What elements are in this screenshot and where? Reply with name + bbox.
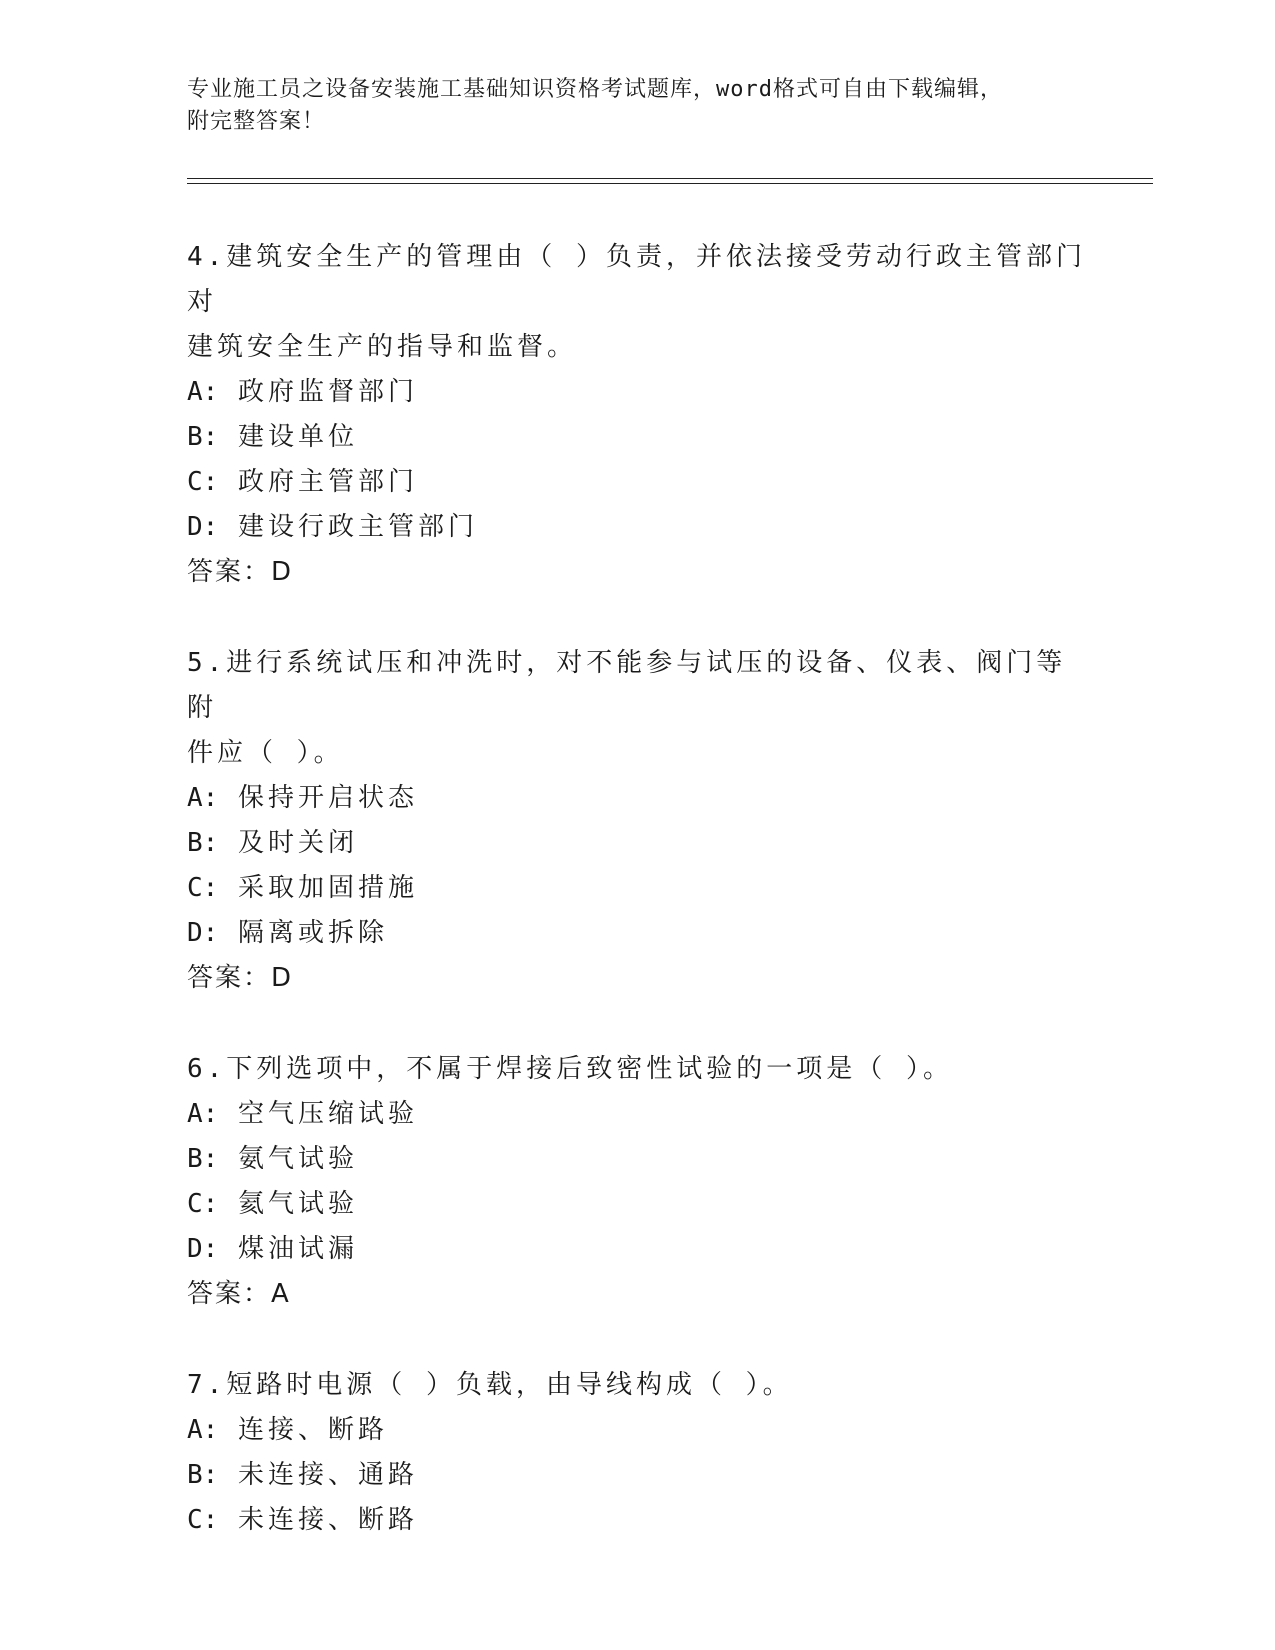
option-text: 氨气试验 xyxy=(237,1144,358,1174)
option-c xyxy=(187,460,1087,505)
question-5 xyxy=(187,641,1087,1001)
option-a xyxy=(187,1092,1087,1137)
header-divider-bottom xyxy=(187,183,1153,184)
option-text: 及时关闭 xyxy=(237,828,358,858)
option-letter: A: xyxy=(187,1415,219,1445)
option-letter: C: xyxy=(187,1505,219,1535)
option-letter: C: xyxy=(187,873,219,903)
option-letter: B: xyxy=(187,828,219,858)
option-text: 氦气试验 xyxy=(237,1189,358,1219)
option-text: 建设行政主管部门 xyxy=(237,512,478,542)
option-letter: D: xyxy=(187,512,219,542)
option-letter: C: xyxy=(187,1189,219,1219)
option-d xyxy=(187,505,1087,550)
option-d xyxy=(187,911,1087,956)
answer-line: 答案：A xyxy=(187,1279,291,1309)
question-stem-line-1: 6.下列选项中，不属于焊接后致密性试验的一项是（ ）。 xyxy=(187,1054,953,1084)
option-a xyxy=(187,370,1087,415)
option-letter: A: xyxy=(187,1099,219,1129)
header-line-2: 附完整答案！ xyxy=(187,109,326,134)
option-letter: D: xyxy=(187,1234,219,1264)
option-d xyxy=(187,1227,1087,1272)
option-text: 保持开启状态 xyxy=(237,783,418,813)
question-6 xyxy=(187,1047,1087,1317)
option-letter: B: xyxy=(187,1460,219,1490)
question-stem-line-2: 件应（ ）。 xyxy=(187,738,344,768)
option-letter: C: xyxy=(187,467,219,497)
option-letter: A: xyxy=(187,377,219,407)
option-text: 政府主管部门 xyxy=(237,467,418,497)
document-header xyxy=(187,74,1087,138)
option-text: 采取加固措施 xyxy=(237,873,418,903)
question-stem-line-1: 4.建筑安全生产的管理由（ ）负责，并依法接受劳动行政主管部门对 xyxy=(187,242,1086,317)
question-stem-line-2: 建筑安全生产的指导和监督。 xyxy=(187,332,578,362)
question-list xyxy=(187,235,1087,1589)
question-stem-line-1: 7.短路时电源（ ）负载，由导线构成（ ）。 xyxy=(187,1370,793,1400)
option-text: 连接、断路 xyxy=(237,1415,388,1445)
option-text: 煤油试漏 xyxy=(237,1234,358,1264)
option-c xyxy=(187,866,1087,911)
option-b xyxy=(187,1453,1087,1498)
option-text: 未连接、通路 xyxy=(237,1460,418,1490)
option-letter: B: xyxy=(187,422,219,452)
option-text: 政府监督部门 xyxy=(237,377,418,407)
header-line-1: 专业施工员之设备安装施工基础知识资格考试题库，word格式可自由下载编辑， xyxy=(187,77,1003,102)
question-4 xyxy=(187,235,1087,595)
option-b xyxy=(187,415,1087,460)
answer-line: 答案：D xyxy=(187,557,294,587)
option-letter: D: xyxy=(187,918,219,948)
option-c xyxy=(187,1182,1087,1227)
option-text: 隔离或拆除 xyxy=(237,918,388,948)
answer-line: 答案：D xyxy=(187,963,294,993)
question-7 xyxy=(187,1363,1087,1543)
option-b xyxy=(187,1137,1087,1182)
option-a xyxy=(187,1408,1087,1453)
option-b xyxy=(187,821,1087,866)
option-text: 建设单位 xyxy=(237,422,358,452)
option-letter: A: xyxy=(187,783,219,813)
option-text: 空气压缩试验 xyxy=(237,1099,418,1129)
option-a xyxy=(187,776,1087,821)
header-divider-top xyxy=(187,178,1153,179)
question-stem-line-1: 5.进行系统试压和冲洗时，对不能参与试压的设备、仪表、阀门等附 xyxy=(187,648,1067,723)
option-letter: B: xyxy=(187,1144,219,1174)
option-c xyxy=(187,1498,1087,1543)
option-text: 未连接、断路 xyxy=(237,1505,418,1535)
